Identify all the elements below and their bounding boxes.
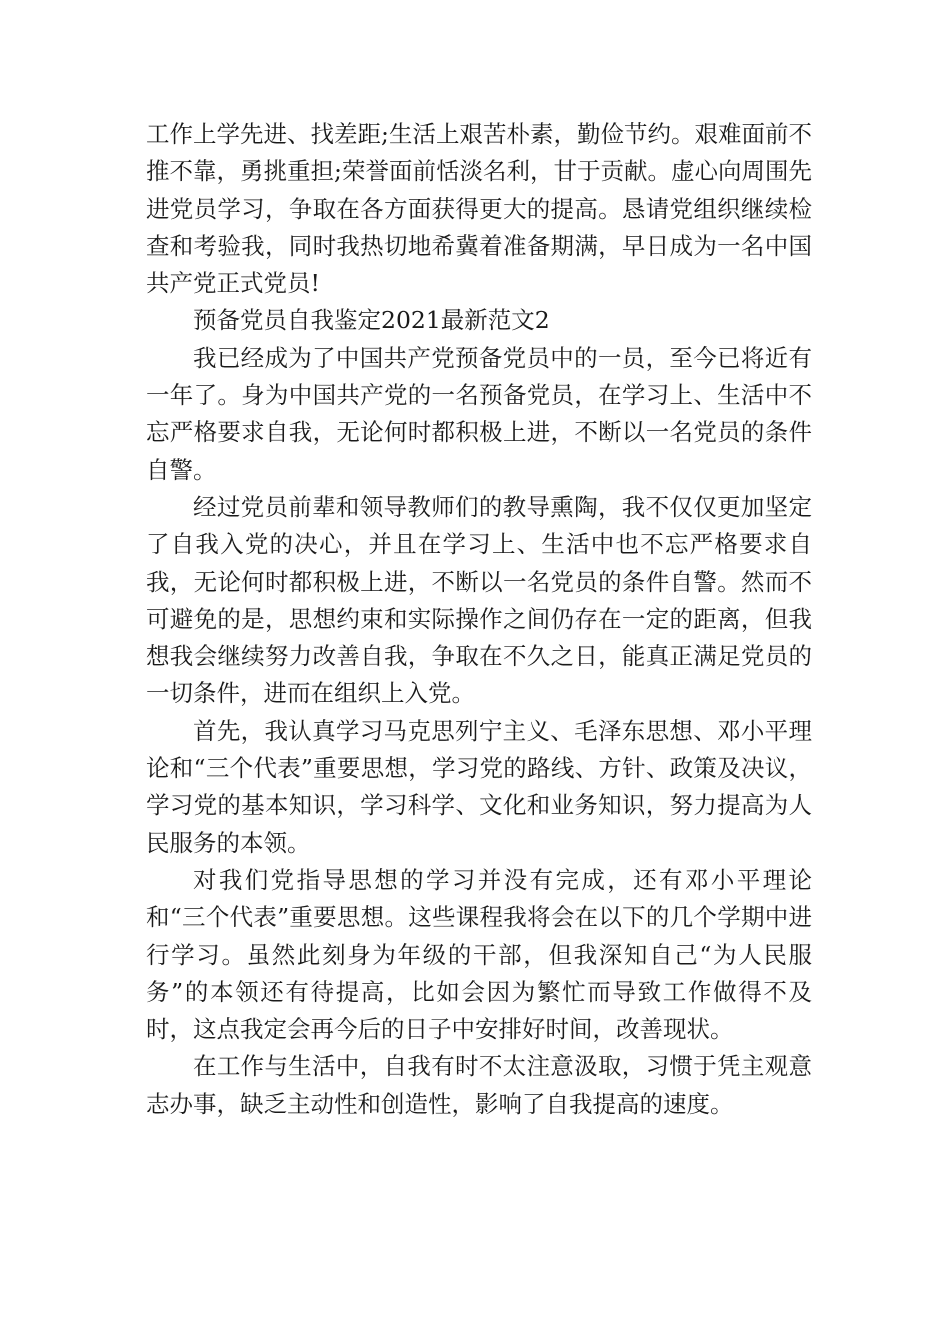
paragraph-continuation: 工作上学先进、找差距;生活上艰苦朴素，勤俭节约。艰难面前不推不靠，勇挑重担;荣誉面前恬淡名利，甘于贡献。虚心向周围先进党员学习，争取在各方面获得更大的提高。恳请党组织继续检查和考验我，同时我热切地希冀着准备期满，早日成为一名中国共产党正式党员! [146,120,812,298]
paragraph: 经过党员前辈和领导教师们的教导熏陶，我不仅仅更加坚定了自我入党的决心，并且在学习上、生活中也不忘严格要求自我，无论何时都积极上进，不断以一名党员的条件自警。然而不可避免的是，思想约束和实际操作之间仍存在一定的距离，但我想我会继续努力改善自我，争取在不久之日，能真正满足党员的一切条件，进而在组织上入党。 [146,492,812,708]
paragraph: 对我们党指导思想的学习并没有完成，还有邓小平理论和“三个代表”重要思想。这些课程我将会在以下的几个学期中进行学习。虽然此刻身为年级的干部，但我深知自己“为人民服务”的本领还有待提高，比如会因为繁忙而导致工作做得不及时，这点我定会再今后的日子中安排好时间，改善现状。 [146,865,812,1044]
paragraph: 在工作与生活中，自我有时不太注意汲取，习惯于凭主观意志办事，缺乏主动性和创造性，影响了自我提高的速度。 [146,1052,812,1118]
paragraph: 我已经成为了中国共产党预备党员中的一员，至今已将近有一年了。身为中国共产党的一名预备党员，在学习上、生活中不忘严格要求自我，无论何时都积极上进，不断以一名党员的条件自警。 [146,343,812,484]
paragraph: 首先，我认真学习马克思列宁主义、毛泽东思想、邓小平理论和“三个代表”重要思想，学习党的路线、方针、政策及决议，学习党的基本知识，学习科学、文化和业务知识，努力提高为人民服务的本领。 [146,716,812,857]
section-heading: 预备党员自我鉴定2021最新范文2 [193,306,550,335]
document-body [146,116,812,1123]
